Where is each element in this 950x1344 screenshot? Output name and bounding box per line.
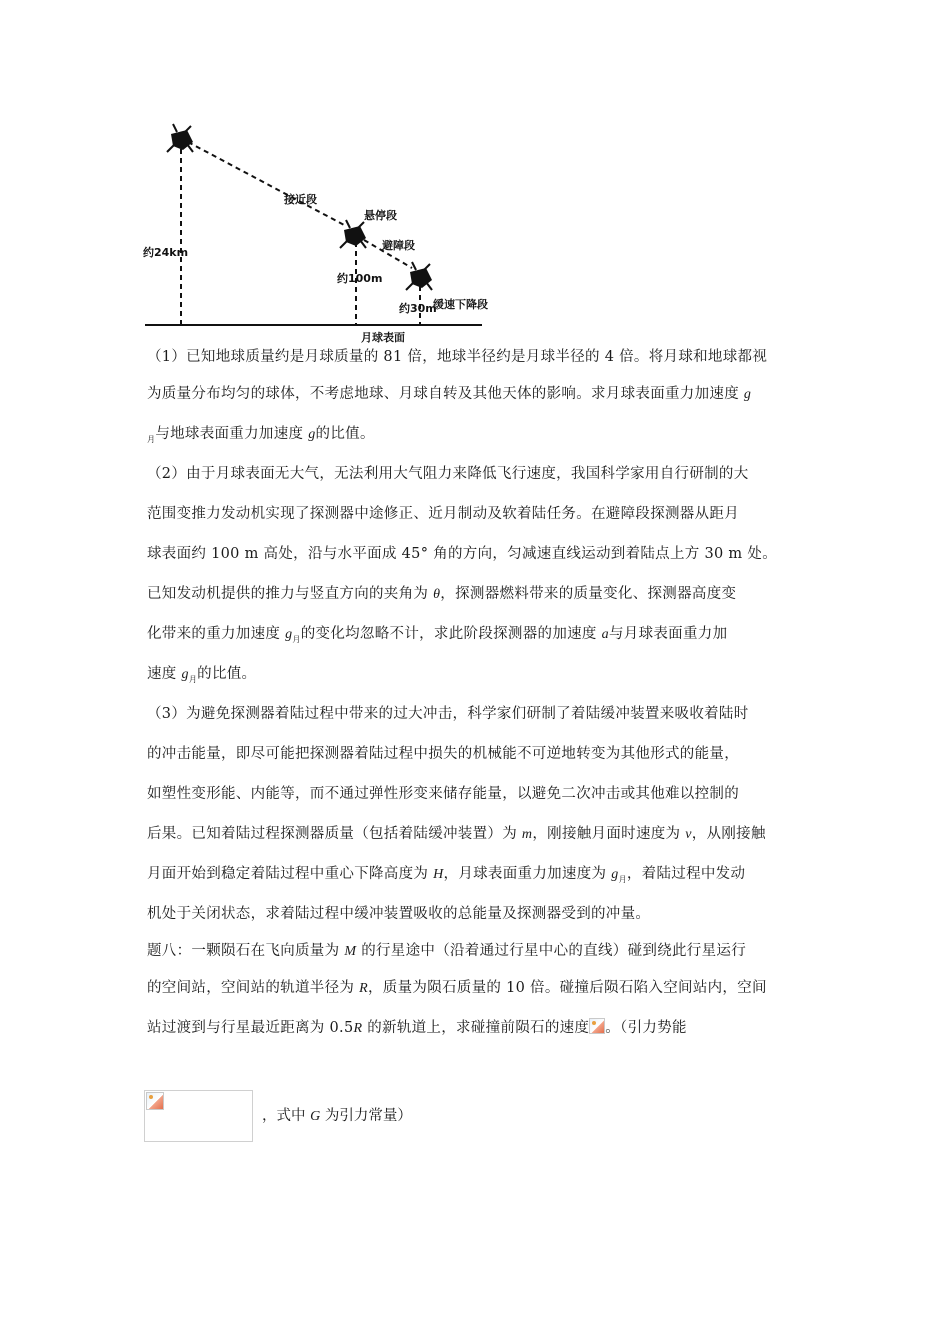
q1-line: （1）已知地球质量约是月球质量的 81 倍，地球半径约是月球半径的 4 倍。将月球和地球都视 xyxy=(147,349,768,365)
label-30m: 约30m xyxy=(399,302,437,315)
q2-line: （2）由于月球表面无大气，无法利用大气阻力来降低飞行速度，我国科学家用自行研制的大 xyxy=(147,466,749,482)
q3-line: （3）为避免探测器着陆过程中带来的过大冲击，科学家们研制了着陆缓冲装置来吸收着陆时 xyxy=(147,706,749,722)
landing-diagram-svg xyxy=(140,118,490,350)
q3-line: 月面开始到稳定着陆过程中重心下降高度为 H，月球表面重力加速度为 $g_月$，着陆过程中发动 xyxy=(147,866,746,884)
label-slow-descent: 缓速下降段 xyxy=(433,298,488,311)
label-24km: 约24km xyxy=(143,246,189,259)
question-body xyxy=(147,340,812,1048)
landing-diagram xyxy=(140,118,490,350)
label-moon-surface: 月球表面 xyxy=(361,331,405,344)
broken-image-icon xyxy=(146,1092,164,1110)
q3-line: 如塑性变形能、内能等，而不通过弹性形变来储存能量，以避免二次冲击或其他难以控制的 xyxy=(147,786,739,802)
label-approach: 接近段 xyxy=(284,193,317,206)
q1-line: $_月$与地球表面重力加速度 g的比值。 xyxy=(147,426,375,444)
q1-line: 为质量分布均匀的球体，不考虑地球、月球自转及其他天体的影响。求月球表面重力加速度 g xyxy=(147,386,752,402)
q2-line: 速度 $g_月$的比值。 xyxy=(147,666,257,684)
probe-icon xyxy=(406,262,432,290)
potential-energy-formula-image xyxy=(144,1090,253,1142)
q8-line: 站过渡到与行星最近距离为 0.5R 的新轨道上，求碰撞前陨石的速度 。（引力势能 xyxy=(147,1020,687,1036)
label-hover: 悬停段 xyxy=(364,209,397,222)
q3-line: 机处于关闭状态，求着陆过程中缓冲装置吸收的总能量及探测器受到的冲量。 xyxy=(147,906,651,922)
label-avoid: 避障段 xyxy=(382,239,415,252)
q8-line: 的空间站，空间站的轨道半径为 R，质量为陨石质量的 10 倍。碰撞后陨石陷入空间站内，空间 xyxy=(147,980,767,996)
probe-icon xyxy=(167,124,193,152)
velocity-formula-image-icon xyxy=(589,1018,605,1034)
q3-line: 后果。已知着陆过程探测器质量（包括着陆缓冲装置）为 m，刚接触月面时速度为 v，从刚接触 xyxy=(147,826,766,842)
q2-line: 化带来的重力加速度 $g_月$的变化均忽略不计，求此阶段探测器的加速度 a与月球表面重力加 xyxy=(147,626,728,644)
label-100m: 约100m xyxy=(337,272,383,285)
approach-path xyxy=(188,142,346,226)
q2-line: 已知发动机提供的推力与竖直方向的夹角为 θ，探测器燃料带来的质量变化、探测器高度变 xyxy=(147,586,737,602)
q2-line: 球表面约 100 m 高处，沿与水平面成 45° 角的方向，匀减速直线运动到着陆点上方 30 m 处。 xyxy=(147,546,777,562)
formula-caption: ，式中 G 为引力常量） xyxy=(262,1108,412,1124)
q3-line: 的冲击能量，即尽可能把探测器着陆过程中损失的机械能不可逆地转变为其他形式的能量， xyxy=(147,746,739,762)
q8-line: 题八：一颗陨石在飞向质量为 M 的行星途中（沿着通过行星中心的直线）碰到绕此行星运行 xyxy=(147,943,746,959)
probe-icon xyxy=(340,220,366,248)
q2-line: 范围变推力发动机实现了探测器中途修正、近月制动及软着陆任务。在避障段探测器从距月 xyxy=(147,506,739,522)
